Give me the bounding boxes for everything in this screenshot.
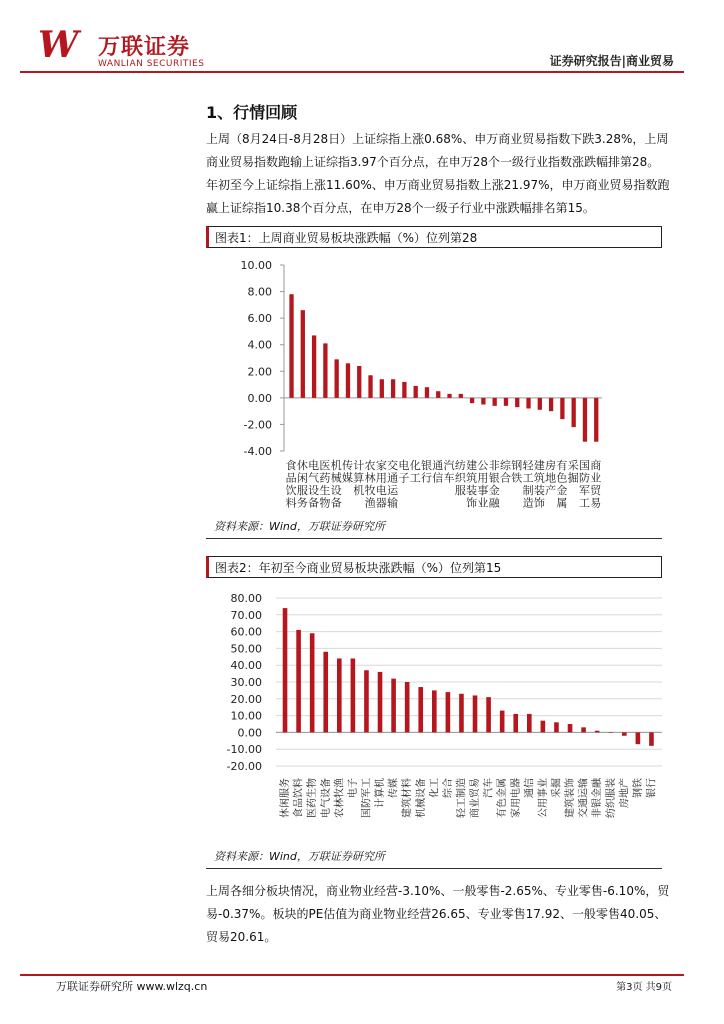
chart2-y-tick-label: 70.00	[230, 608, 262, 622]
chart1-x-tick-char: 国	[579, 459, 591, 472]
chart1-x-tick-char: 通	[387, 471, 399, 485]
chart1-x-tick-char: 服	[454, 484, 466, 497]
chart1-x-tick-char: 纺	[454, 459, 466, 472]
chart2-bar	[310, 633, 315, 732]
chart1-x-tick-char: 械	[330, 471, 342, 485]
chart2-x-tick-label: 电气设备	[320, 778, 332, 818]
chart2-bar	[527, 714, 532, 732]
chart1-x-tick-char: 产	[545, 484, 557, 497]
chart2-y-tick-label: 50.00	[230, 642, 262, 656]
section-title: 1、行情回顾	[206, 103, 298, 122]
chart1-bar	[504, 398, 508, 406]
chart2-x-tick-label: 钢铁	[632, 778, 644, 798]
chart2-bar	[323, 652, 328, 733]
chart1-x-tick-char: 生	[319, 484, 331, 497]
chart2-y-tick-label: 10.00	[230, 709, 262, 723]
chart1-bar	[538, 398, 542, 410]
chart2-x-tick-label: 公用事业	[537, 778, 549, 818]
chart1-y-tick-label: 2.00	[247, 365, 272, 379]
chart1-x-tick-char: 掘	[567, 471, 579, 485]
chart1-bar	[425, 387, 429, 398]
chart2-x-tick-label: 建筑材料	[402, 778, 414, 818]
chart2-x-tick-label: 农林牧渔	[334, 778, 346, 818]
chart1-x-tick-char: 贸	[590, 484, 602, 497]
chart1-x-tick-char: 家	[375, 459, 387, 472]
chart2-x-tick-label: 机械设备	[415, 778, 427, 818]
chart1-x-tick-char: 采	[567, 459, 579, 472]
chart1-bar	[583, 398, 587, 442]
chart1-y-tick-label: 8.00	[247, 285, 272, 299]
chart1-x-tick-char: 设	[308, 484, 320, 497]
chart2-bar	[541, 721, 546, 733]
paragraph-line: 商业贸易指数跑输上证综指3.97个百分点，在申万28个一级行业指数涨跌幅排第28。	[206, 155, 660, 169]
chart1-x-tick-char: 务	[296, 496, 308, 510]
chart1-bar	[572, 398, 576, 427]
chart1-bar	[323, 343, 327, 397]
chart1-x-tick-char: 气	[308, 471, 320, 485]
chart1-bar	[594, 398, 598, 442]
company-logo-english: WANLIAN SECURITIES	[98, 59, 205, 69]
chart2-y-tick-label: 80.00	[230, 592, 262, 605]
chart2-bar	[296, 630, 301, 732]
chart1-x-tick-char: 物	[319, 496, 331, 510]
chart1-x-tick-char: 食	[285, 459, 297, 472]
chart1-x-tick-char: 信	[432, 471, 444, 485]
chart2-y-tick-label: 30.00	[230, 676, 262, 689]
chart1-x-tick-char: 色	[556, 471, 568, 485]
chart1-bar	[481, 398, 485, 405]
header-divider	[20, 71, 684, 73]
chart2-bar	[486, 697, 491, 732]
chart2-bar	[554, 722, 559, 732]
chart2-y-tick-label: 60.00	[230, 625, 262, 639]
chart1-x-tick-char: 运	[387, 484, 399, 497]
chart2-bar	[513, 714, 518, 732]
chart1-x-tick-char: 用	[477, 471, 489, 485]
chart1-y-tick-label: 10.00	[240, 259, 272, 272]
chart1-bars-group	[289, 294, 598, 441]
chart1-x-tick-char: 服	[296, 484, 308, 497]
chart1-x-tick-char: 金	[556, 484, 568, 497]
chart2-bar	[459, 694, 464, 733]
chart1-x-tick-char: 备	[308, 496, 320, 510]
chart1-x-tick-char: 化	[409, 459, 421, 472]
chart2-x-tick-label: 汽车	[483, 778, 495, 798]
chart2-bars-group	[283, 608, 654, 746]
chart2-y-tick-label: 40.00	[230, 659, 262, 673]
chart2-bar	[432, 690, 437, 732]
company-logo-text: 万联证券	[98, 35, 191, 60]
paragraph-line: 赢上证综指10.38个百分点，在申万28个一级子行业中涨跌幅排名第15。	[206, 201, 595, 215]
chart2-bar	[636, 732, 641, 744]
chart1-x-tick-char: 饮	[285, 484, 297, 497]
chart1-x-tick-char: 轻	[522, 459, 534, 472]
chart2-bar	[649, 732, 654, 745]
chart1-x-tick-char: 交	[387, 459, 399, 472]
chart1-x-tick-char: 林	[364, 471, 376, 485]
chart1-bar	[357, 366, 361, 398]
chart1-bar	[312, 335, 316, 397]
chart1-x-tick-char: 军	[579, 484, 591, 497]
paragraph-line: 上周（8月24日-8月28日）上证综指上涨0.68%、申万商业贸易指数下跌3.28%，上周	[206, 132, 669, 146]
chart1-x-tick-char: 装	[533, 484, 545, 497]
chart1-x-tick-char: 车	[443, 471, 455, 485]
chart2-x-tick-label: 综合	[442, 778, 454, 798]
chart1-bar	[549, 398, 553, 411]
chart1-x-tick-char: 属	[556, 496, 568, 510]
chart2-x-tick-label: 建筑装饰	[565, 778, 577, 818]
chart2-y-tick-label: 20.00	[230, 692, 262, 706]
chart1-x-tick-char: 机	[353, 484, 365, 497]
chart1-x-tick-char: 银	[488, 471, 500, 485]
chart1-x-tick-char: 筑	[466, 471, 478, 485]
chart1-x-tick-char: 通	[432, 459, 444, 472]
chart1-bar	[289, 294, 293, 398]
chart2-x-tick-label: 通信	[524, 778, 536, 798]
chart1-xlabels-group	[286, 458, 603, 510]
chart1-x-tick-char: 牧	[364, 484, 376, 497]
chart1-x-tick-char: 融	[488, 496, 500, 510]
paragraph-line: 年初至今上证综指上涨11.60%、申万商业贸易指数上涨21.97%，申万商业贸易指数跑	[206, 178, 670, 192]
chart2-bar	[622, 732, 627, 735]
chart2-bar	[473, 695, 478, 732]
chart1-y-tick-label: 0.00	[247, 391, 272, 405]
chart2-x-tick-label: 纺织服装	[605, 778, 617, 818]
chart1-x-tick-char: 子	[398, 471, 410, 485]
chart1-x-tick-char: 汽	[443, 459, 455, 472]
paragraph-line: 易-0.37%。板块的PE估值为商业物业经营26.65、专业零售17.92、一般零售40.05、	[206, 907, 667, 921]
figure2-chart	[206, 584, 662, 846]
figure1-source: 资料来源：Wind，万联证券研究所	[214, 520, 385, 533]
chart2-y-tick-label: -10.00	[226, 743, 262, 757]
chart2-bar	[608, 732, 613, 733]
chart2-x-tick-label: 传媒	[388, 778, 400, 798]
chart2-bar	[418, 687, 423, 732]
chart1-bar	[414, 386, 418, 398]
chart1-y-tick-label: 4.00	[247, 338, 272, 352]
chart1-bar	[402, 382, 406, 398]
chart1-x-tick-char: 饰	[466, 496, 478, 510]
chart2-x-tick-label: 食品饮料	[293, 778, 305, 818]
chart1-x-tick-char: 有	[556, 459, 568, 472]
chart2-x-tick-label: 计算机	[375, 778, 387, 808]
chart2-grid-group	[276, 598, 662, 766]
chart2-y-tick-label: -20.00	[226, 760, 262, 773]
chart1-bar	[526, 398, 530, 409]
figure2-source: 资料来源：Wind，万联证券研究所	[214, 850, 385, 863]
chart1-x-tick-char: 工	[409, 471, 421, 485]
chart2-x-tick-label: 交通运输	[578, 778, 590, 818]
chart1-x-tick-char: 算	[353, 471, 365, 485]
chart1-x-tick-char: 钢	[511, 459, 523, 472]
chart2-x-tick-label: 有色金属	[497, 778, 509, 818]
chart1-x-tick-char: 医	[319, 459, 331, 472]
chart2-bar	[364, 670, 369, 732]
chart1-bar	[459, 394, 463, 398]
chart2-x-tick-label: 休闲服务	[280, 778, 292, 818]
chart1-bar	[301, 310, 305, 398]
figure1-bottom-rule	[206, 538, 662, 539]
chart1-y-tick-label: -2.00	[243, 418, 272, 432]
chart1-x-tick-char: 房	[545, 459, 557, 472]
chart1-x-tick-char: 筑	[533, 471, 545, 485]
chart1-x-tick-char: 商	[590, 459, 602, 472]
chart1-bar	[470, 398, 474, 403]
chart1-x-tick-char: 织	[454, 471, 466, 485]
page-number: 第3页 共9页	[616, 982, 672, 993]
chart1-x-tick-char: 银	[421, 459, 433, 472]
chart2-bar	[391, 679, 396, 733]
paragraph-line: 贸易20.61。	[206, 930, 277, 944]
chart1-x-tick-char: 计	[353, 459, 365, 472]
chart1-bar	[447, 394, 451, 398]
chart2-bar	[595, 731, 600, 733]
chart1-x-tick-char: 事	[477, 484, 489, 497]
chart2-x-tick-label: 非银金融	[592, 778, 604, 818]
chart1-bar	[380, 379, 384, 398]
chart1-x-tick-char: 品	[285, 471, 297, 485]
chart1-x-tick-char: 电	[308, 459, 320, 472]
chart1-x-tick-char: 传	[342, 459, 354, 472]
chart1-x-tick-char: 易	[590, 496, 602, 510]
chart2-bar	[378, 672, 383, 732]
chart1-x-tick-char: 器	[375, 496, 387, 510]
chart1-x-tick-char: 公	[477, 459, 489, 472]
figure1-chart	[206, 252, 662, 514]
chart1-x-tick-char: 机	[330, 459, 342, 472]
chart1-x-tick-char: 休	[296, 459, 308, 472]
chart1-y-tick-label: -4.00	[243, 445, 272, 458]
chart1-x-tick-char: 闲	[296, 471, 308, 485]
chart2-bar	[405, 682, 410, 732]
chart2-x-tick-label: 国防军工	[361, 778, 373, 818]
chart2-bar	[581, 727, 586, 732]
report-category: 证券研究报告|商业贸易	[549, 54, 674, 68]
chart1-x-tick-char: 装	[466, 484, 478, 497]
chart2-x-tick-label: 房地产	[619, 778, 631, 808]
chart1-x-tick-char: 造	[522, 496, 534, 510]
chart1-bar	[515, 398, 519, 407]
chart1-x-tick-char: 非	[488, 459, 500, 472]
chart2-y-tick-label: 0.00	[237, 726, 262, 740]
chart1-x-tick-char: 料	[285, 496, 297, 510]
market-review-paragraph	[206, 128, 686, 220]
chart2-x-tick-label: 银行	[646, 778, 658, 798]
chart2-x-tick-label: 商业贸易	[470, 778, 482, 818]
chart1-x-tick-char: 饰	[533, 496, 545, 510]
chart2-bar	[283, 608, 288, 732]
chart1-x-tick-char: 合	[500, 471, 512, 485]
footer-divider	[20, 974, 684, 976]
chart1-axis-group	[241, 259, 603, 458]
chart1-x-tick-char: 用	[375, 471, 387, 485]
chart1-bar	[335, 359, 339, 398]
chart1-y-tick-label: 6.00	[247, 312, 272, 326]
chart1-bar	[493, 398, 497, 406]
chart1-x-tick-char: 工	[579, 496, 591, 510]
chart1-bar	[560, 398, 564, 419]
chart1-x-tick-char: 金	[488, 484, 500, 497]
chart1-x-tick-char: 业	[590, 471, 602, 485]
figure1-title: 图表1：上周商业贸易板块涨跌幅（%）位列第28	[206, 226, 662, 248]
figure2-title: 图表2：年初至今商业贸易板块涨跌幅（%）位列第15	[206, 556, 662, 578]
footer-company: 万联证券研究所 www.wlzq.cn	[56, 980, 208, 993]
chart2-x-tick-label: 医药生物	[307, 778, 319, 818]
chart2-xlabels-group	[278, 777, 657, 818]
chart1-x-tick-char: 地	[545, 471, 557, 485]
chart2-x-tick-label: 轻工制造	[456, 778, 468, 818]
chart1-x-tick-char: 备	[330, 496, 342, 510]
company-logo-mark: W	[38, 24, 75, 66]
figure2-bottom-rule	[206, 868, 662, 869]
chart1-x-tick-char: 输	[387, 496, 399, 510]
chart1-x-tick-char: 行	[421, 471, 433, 485]
paragraph-line: 上周各细分板块情况，商业物业经营-3.10%、一般零售-2.65%、专业零售-6.10%，贸	[206, 884, 670, 898]
chart1-x-tick-char: 制	[522, 484, 534, 497]
chart1-x-tick-char: 建	[466, 459, 478, 472]
chart1-x-tick-char: 建	[533, 459, 545, 472]
chart2-x-tick-label: 化工	[429, 778, 441, 798]
chart1-x-tick-char: 综	[500, 459, 512, 472]
chart1-x-tick-char: 设	[330, 484, 342, 497]
chart1-bar	[346, 363, 350, 398]
chart1-x-tick-char: 铁	[511, 471, 523, 485]
chart1-x-tick-char: 电	[398, 459, 410, 472]
chart1-x-tick-char: 业	[477, 496, 489, 510]
chart1-bar	[391, 379, 395, 398]
sub-sector-paragraph	[206, 880, 686, 949]
chart2-bar	[500, 711, 505, 733]
chart1-x-tick-char: 药	[319, 471, 331, 485]
chart1-x-tick-char: 电	[375, 484, 387, 497]
chart2-bar	[568, 724, 573, 732]
chart2-x-tick-label: 家用电器	[510, 778, 522, 818]
chart1-x-tick-char: 媒	[342, 471, 354, 485]
chart1-x-tick-char: 防	[579, 471, 591, 485]
chart2-bar	[446, 692, 451, 732]
chart1-x-tick-char: 工	[522, 471, 534, 485]
chart2-bar	[351, 658, 356, 732]
chart1-bar	[436, 391, 440, 398]
chart1-x-tick-char: 渔	[364, 496, 376, 510]
chart1-bar	[368, 375, 372, 398]
chart2-x-tick-label: 采掘	[551, 778, 563, 798]
chart2-bar	[337, 658, 342, 732]
chart2-x-tick-label: 电子	[347, 778, 359, 798]
chart1-x-tick-char: 农	[364, 459, 376, 472]
